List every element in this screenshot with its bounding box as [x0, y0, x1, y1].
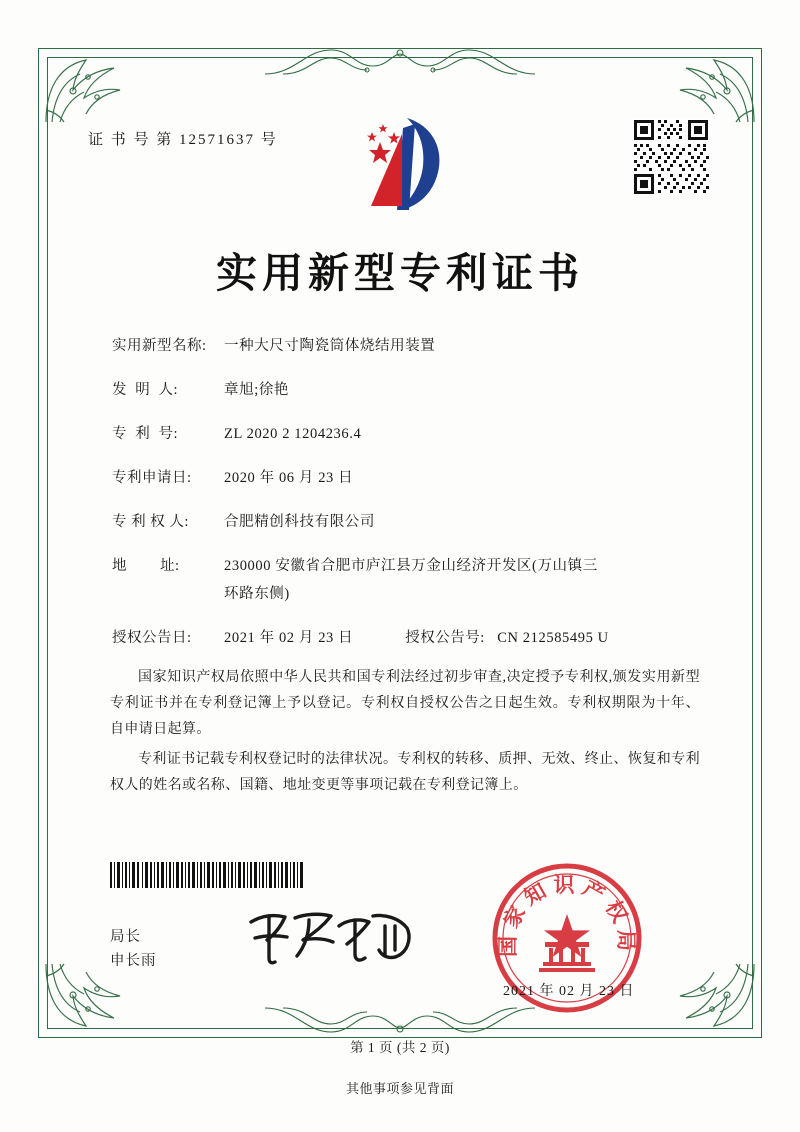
field-row-patentee	[112, 511, 712, 533]
svg-text:国家知识产权局: 国家知识产权局	[494, 872, 640, 958]
field-label: 授权公告日:	[112, 630, 192, 646]
field-value: 2020 年 06 月 23 日	[224, 470, 354, 486]
director-title-label: 局长	[110, 929, 141, 945]
corner-ornament-top-left	[40, 50, 126, 128]
top-flourish-ornament	[255, 40, 545, 84]
field-value: 2021 年 02 月 23 日	[224, 630, 354, 646]
field-label: 地 址:	[112, 558, 180, 574]
cnipa-logo-icon	[345, 110, 455, 220]
director-name-label: 申长雨	[110, 953, 157, 969]
field-list	[112, 335, 712, 667]
publication-date-group	[112, 627, 353, 649]
corner-ornament-bottom-right	[674, 958, 760, 1036]
field-row-inventor	[112, 379, 712, 401]
field-label: 发 明 人:	[112, 382, 179, 398]
paragraph-1: 国家知识产权局依照中华人民共和国专利法经过初步审查,决定授予专利权,颁发实用新型专利证书并在专利登记簿上予以登记。专利权自授权公告之日起生效。专利权期限为十年、自申请日起算。	[110, 670, 700, 737]
address-line-2: 环路东侧)	[224, 586, 290, 602]
field-row-utility-model-name	[112, 335, 712, 357]
field-row-publication	[112, 627, 712, 649]
seal-date: 2021 年 02 月 23 日	[503, 984, 635, 999]
field-value-address	[224, 555, 712, 605]
field-row-address	[112, 555, 712, 605]
field-value: 合肥精创科技有限公司	[224, 514, 375, 530]
field-label: 实用新型名称:	[112, 338, 207, 354]
publication-number-group	[405, 627, 609, 649]
field-label: 授权公告号:	[405, 630, 485, 646]
page-indicator: 第 1 页 (共 2 页)	[350, 1040, 450, 1055]
field-value: 一种大尺寸陶瓷筒体烧结用装置	[224, 338, 436, 354]
field-value: CN 212585495 U	[497, 630, 609, 646]
body-paragraphs	[110, 665, 700, 803]
qr-code-icon	[632, 118, 710, 196]
address-line-1: 230000 安徽省合肥市庐江县万金山经济开发区(万山镇三	[224, 558, 598, 574]
field-label: 专 利 权 人:	[112, 514, 189, 530]
barcode-icon	[110, 862, 306, 888]
paragraph-2: 专利证书记载专利权登记时的法律状况。专利权的转移、质押、无效、终止、恢复和专利权人的姓名或名称、国籍、地址变更等事项记载在专利登记簿上。	[110, 752, 700, 793]
field-value: 章旭;徐艳	[224, 382, 290, 398]
signature-labels	[110, 925, 157, 973]
handwritten-signature	[243, 900, 418, 972]
page-title: 实用新型专利证书	[216, 249, 584, 297]
footer-note: 其他事项参见背面	[345, 1081, 454, 1096]
field-value: ZL 2020 2 1204236.4	[224, 426, 362, 442]
field-label: 专利申请日:	[112, 470, 192, 486]
field-row-application-date	[112, 467, 712, 489]
certificate-number: 证 书 号 第 12571637 号	[88, 132, 278, 148]
corner-ornament-top-right	[674, 50, 760, 128]
field-label: 专 利 号:	[112, 426, 179, 442]
field-row-patent-number	[112, 423, 712, 445]
